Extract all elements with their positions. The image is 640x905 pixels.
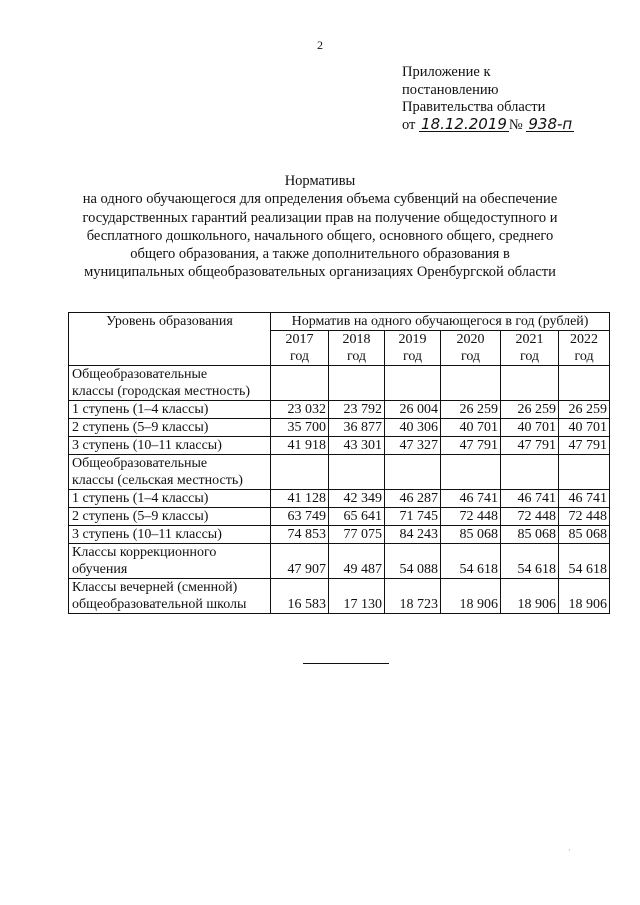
table-cell: 18 723: [385, 579, 441, 614]
row-label: 2 ступень (5–9 классы): [69, 419, 271, 437]
table-cell: 72 448: [559, 508, 610, 526]
table-row-correction: [69, 544, 610, 579]
group-label: Общеобразовательные классы (городская местность): [69, 366, 271, 401]
table-cell: 26 004: [385, 401, 441, 419]
table-cell: 47 907: [271, 544, 329, 579]
level-column-header: Уровень образования: [69, 313, 271, 366]
scan-speck: ·: [568, 846, 571, 855]
title-line-1: на одного обучающегося для определения объема субвенций на обеспечение: [82, 191, 558, 208]
table-cell: 26 259: [441, 401, 501, 419]
row-label: Классы коррекционного обучения: [69, 544, 271, 579]
title-line-2: государственных гарантий реализации прав на получение общедоступного и: [82, 209, 558, 226]
appendix-line-1: Приложение к: [402, 64, 491, 80]
table-cell: 40 701: [441, 419, 501, 437]
table-row-evening: [69, 579, 610, 614]
row-label: 1 ступень (1–4 классы): [69, 490, 271, 508]
table-cell: 16 583: [271, 579, 329, 614]
table-cell: 17 130: [329, 579, 385, 614]
year-header: 2017 год: [271, 331, 329, 366]
handwritten-number: 938-п: [528, 114, 573, 133]
table-cell: 40 701: [501, 419, 559, 437]
table-cell: 47 327: [385, 437, 441, 455]
table-cell: 77 075: [329, 526, 385, 544]
table-cell: 85 068: [501, 526, 559, 544]
row-label: Классы вечерней (сменной) общеобразовательной школы: [69, 579, 271, 614]
year-header: 2018 год: [329, 331, 385, 366]
table-cell: 74 853: [271, 526, 329, 544]
table-cell: 47 791: [501, 437, 559, 455]
table-header-row: [69, 313, 610, 331]
table-cell: 71 745: [385, 508, 441, 526]
group-label: Общеобразовательные классы (сельская местность): [69, 455, 271, 490]
table-cell: 41 918: [271, 437, 329, 455]
group-row-rural: [69, 455, 610, 490]
row-label: 3 ступень (10–11 классы): [69, 526, 271, 544]
number-label: №: [508, 116, 523, 133]
row-label: 1 ступень (1–4 классы): [69, 401, 271, 419]
table-cell: 40 306: [385, 419, 441, 437]
appendix-block: [402, 64, 574, 134]
year-header: 2022 год: [559, 331, 610, 366]
table-cell: 40 701: [559, 419, 610, 437]
closing-separator-line: [303, 663, 389, 664]
table-cell: 46 741: [559, 490, 610, 508]
row-label: 2 ступень (5–9 классы): [69, 508, 271, 526]
table-cell: 46 287: [385, 490, 441, 508]
group-row-urban: [69, 366, 610, 401]
title-line-4: общего образования, а также дополнительного образования в: [130, 246, 510, 263]
table-cell: 47 791: [441, 437, 501, 455]
table-cell: 72 448: [441, 508, 501, 526]
table-cell: 26 259: [501, 401, 559, 419]
table-cell: 65 641: [329, 508, 385, 526]
year-header: 2019 год: [385, 331, 441, 366]
page-number: 2: [317, 38, 323, 52]
table-row: [69, 419, 610, 437]
table-cell: 36 877: [329, 419, 385, 437]
table-cell: 43 301: [329, 437, 385, 455]
table-row: [69, 490, 610, 508]
norms-table: [68, 312, 610, 614]
table-cell: 46 741: [441, 490, 501, 508]
table-cell: 18 906: [559, 579, 610, 614]
year-header: 2021 год: [501, 331, 559, 366]
appendix-date-line: [402, 114, 574, 135]
table-cell: 72 448: [501, 508, 559, 526]
norm-column-header: Норматив на одного обучающегося в год (рублей): [271, 313, 610, 331]
table-cell: 85 068: [559, 526, 610, 544]
table-row: [69, 401, 610, 419]
table-cell: 42 349: [329, 490, 385, 508]
table-cell: 63 749: [271, 508, 329, 526]
table-cell: 49 487: [329, 544, 385, 579]
table-cell: 23 032: [271, 401, 329, 419]
table-cell: 84 243: [385, 526, 441, 544]
table-cell: 41 128: [271, 490, 329, 508]
title-line-3: бесплатного дошкольного, начального общего, основного общего, среднего: [86, 227, 554, 244]
table-row: [69, 437, 610, 455]
title-heading: Нормативы: [284, 173, 356, 189]
table-cell: 47 791: [559, 437, 610, 455]
from-label: от: [402, 116, 416, 133]
title-line-5: муниципальных общеобразовательных организациях Оренбургской области: [84, 264, 556, 281]
handwritten-date: 18.12.2019: [421, 114, 507, 133]
table-cell: 23 792: [329, 401, 385, 419]
row-label: 3 ступень (10–11 классы): [69, 437, 271, 455]
appendix-line-3: Правительства области: [402, 99, 546, 115]
table-cell: 54 618: [501, 544, 559, 579]
table-cell: 54 088: [385, 544, 441, 579]
year-header: 2020 год: [441, 331, 501, 366]
appendix-line-2: постановлению: [402, 81, 499, 98]
table-cell: 26 259: [559, 401, 610, 419]
table-cell: 18 906: [441, 579, 501, 614]
table-cell: 54 618: [441, 544, 501, 579]
table-cell: 46 741: [501, 490, 559, 508]
document-title: [60, 172, 580, 282]
table-cell: 54 618: [559, 544, 610, 579]
table-cell: 18 906: [501, 579, 559, 614]
table-cell: 85 068: [441, 526, 501, 544]
table-cell: 35 700: [271, 419, 329, 437]
table-row: [69, 526, 610, 544]
table-row: [69, 508, 610, 526]
